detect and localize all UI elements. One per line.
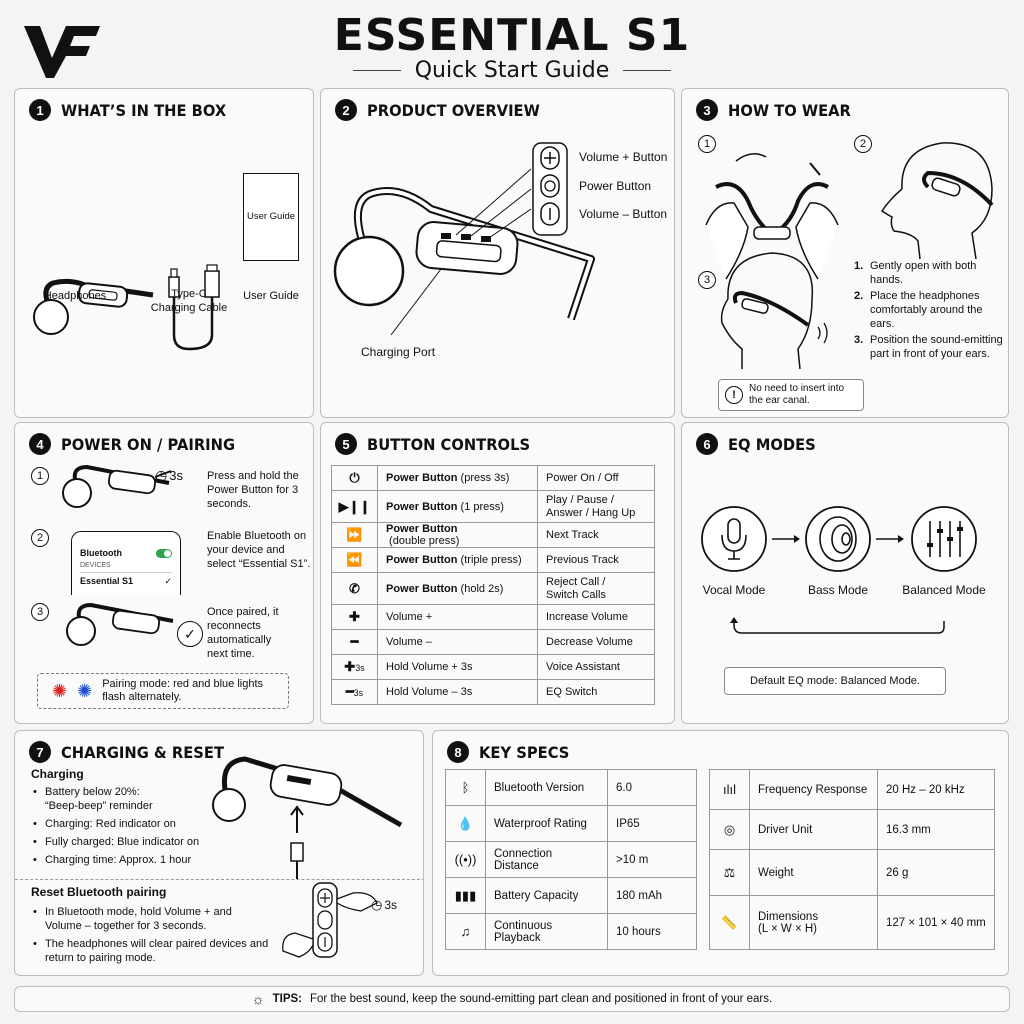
control-input-detail: (hold 2s) [457,582,504,595]
head-side-icon [872,129,1002,259]
section-number: 1 [29,99,51,121]
reset-subheading: Reset Bluetooth pairing [31,885,167,899]
minus-icon: ━3s [332,680,378,705]
control-input [378,630,538,655]
power-icon: ⏻ [332,466,378,491]
control-row [332,573,655,605]
section-title: WHAT’S IN THE BOX [61,100,227,120]
spec-label: Driver Unit [750,810,878,850]
section-title: CHARGING & RESET [61,742,224,762]
spec-value: 6.0 [608,770,697,806]
control-button-name: Power Button [386,500,458,513]
overview-label: Volume + Button [579,150,668,164]
specs-table-right [709,769,995,950]
play-pause-icon: ▶❙❙ [332,491,378,523]
spec-value: 180 mAh [608,878,697,914]
section-number: 8 [447,741,469,763]
control-row [332,548,655,573]
headphones-paired-icon [63,601,175,651]
spec-label: Connection Distance [486,842,608,878]
control-button-name: Power Button [386,582,458,595]
timer-3s [155,467,183,484]
check-circle-icon: ✓ [177,621,203,647]
spec-row [710,770,995,810]
control-row [332,491,655,523]
phone-bluetooth-label: Bluetooth [80,548,122,558]
step-number: 1 [31,467,49,485]
check-icon: ✓ [164,576,172,586]
list-item: • Charging time: Approx. 1 hour [31,853,231,867]
plus-icon: ✚ [332,605,378,630]
control-input-detail: (double press) [386,535,460,547]
panel-product-overview [320,88,675,418]
tips-label: TIPS: [272,993,303,1005]
section-number: 6 [696,433,718,455]
hands-pressing-buttons-icon [281,881,381,971]
reset-list [31,905,269,969]
red-light-icon: ✺ [52,680,68,701]
section-title: POWER ON / PAIRING [61,434,236,454]
icon-duration: 3s [355,663,365,673]
spec-label: Weight [750,850,878,896]
control-action: EQ Switch [538,680,655,705]
control-row [332,630,655,655]
control-action: Reject Call / Switch Calls [538,573,655,605]
panel-whats-in-the-box [14,88,314,418]
section-number: 3 [696,99,718,121]
control-row [332,523,655,548]
blue-light-icon: ✺ [77,680,93,701]
step-number: 3 [698,271,716,289]
spec-label: Waterproof Rating [486,806,608,842]
spec-label: Dimensions (L × W × H) [750,896,878,950]
control-input [378,548,538,573]
control-input-detail: Hold Volume – 3s [386,686,473,698]
phone-icon: ✆ [332,573,378,605]
eq-mode-label: Vocal Mode [702,583,766,597]
control-input-detail: (press 3s) [457,472,510,484]
control-action: Voice Assistant [538,655,655,680]
water-drop-icon: 💧 [446,806,486,842]
section-title: EQ MODES [728,434,816,454]
spec-value: 26 g [878,850,995,896]
control-action: Increase Volume [538,605,655,630]
step-number: 2 [31,529,49,547]
spec-row [446,914,697,950]
driver-icon: ◎ [710,810,750,850]
control-row [332,605,655,630]
step-number: 3 [31,603,49,621]
eq-mode-label: Balanced Mode [902,583,986,597]
frequency-icon: ılıl [710,770,750,810]
bluetooth-toggle[interactable] [156,549,172,558]
overview-label: Power Button [579,179,652,193]
control-action: Next Track [538,523,655,548]
spec-value: >10 m [608,842,697,878]
lightbulb-icon: ☼ [251,991,265,1007]
page-title: ESSENTIAL S1 [333,10,691,61]
section-number: 2 [335,99,357,121]
panel-key-specs [432,730,1009,976]
panel-eq-modes [681,422,1009,724]
pairing-step-text: Enable Bluetooth on your device and select “Essential S1”. [207,530,311,570]
bluetooth-icon: ᛒ [446,770,486,806]
control-input [378,523,538,548]
charging-list [31,785,231,871]
spec-label: Battery Capacity [486,878,608,914]
spec-row [446,842,697,878]
control-input-detail: Hold Volume + 3s [386,661,473,673]
spec-row [710,896,995,950]
spec-row [710,850,995,896]
pairing-step-text: Press and hold the Power Button for 3 seconds. [207,470,299,510]
section-number: 5 [335,433,357,455]
panel-charging-reset [14,730,424,976]
control-input-detail: Volume + [386,611,433,623]
panel-button-controls [320,422,675,724]
charging-port-label: Charging Port [361,345,436,359]
control-input [378,680,538,705]
minus-icon: ━ [332,630,378,655]
alert-icon: ! [725,386,743,404]
subtitle-row [0,58,1024,83]
step-number: 2 [854,135,872,153]
timer-label: 3s [384,898,398,912]
next-icon: ⏩ [332,523,378,548]
phone-device-item[interactable]: Essential S1 [80,576,134,586]
eq-mode-label: Bass Mode [807,583,869,597]
tips-bar [14,986,1010,1012]
pairing-step-text: Once paired, it reconnects automatically next time. [207,606,279,660]
spec-value: 10 hours [608,914,697,950]
weight-icon: ⚖ [710,850,750,896]
battery-icon: ▮▮▮ [446,878,486,914]
pairing-note-text: Pairing mode: red and blue lights flash alternately. [102,678,264,703]
eq-diagram [682,493,1009,643]
control-input [378,491,538,523]
control-row [332,466,655,491]
control-action: Previous Track [538,548,655,573]
timer-label: 3s [169,468,183,483]
control-button-name: Power Button [386,523,458,535]
control-input [378,605,538,630]
user-guide-booklet [243,173,299,261]
control-input [378,466,538,491]
eq-default-note: Default EQ mode: Balanced Mode. [724,667,946,695]
control-action: Decrease Volume [538,630,655,655]
overview-label: Volume – Button [579,207,668,221]
spec-row [446,878,697,914]
wear-note [718,379,864,411]
control-input-detail: (1 press) [457,500,504,513]
page-subtitle: Quick Start Guide [414,58,610,83]
spec-value: 20 Hz – 20 kHz [878,770,995,810]
box-item-label: Headphones [43,290,107,302]
signal-icon: ((•)) [446,842,486,878]
control-action: Power On / Off [538,466,655,491]
previous-icon: ⏪ [332,548,378,573]
spec-label: Bluetooth Version [486,770,608,806]
booklet-text: User Guide [246,211,296,222]
list-item: • In Bluetooth mode, hold Volume + and Volume – together for 3 seconds. [31,905,269,933]
control-row [332,680,655,705]
panel-how-to-wear [681,88,1009,418]
control-input [378,655,538,680]
control-button-name: Power Button [386,472,458,484]
section-title: BUTTON CONTROLS [367,434,531,454]
spec-row [710,810,995,850]
reset-timer [371,897,397,913]
control-button-name: Power Button [386,554,458,566]
wear-step-text: Place the headphones comfortably around the ears. [870,290,983,330]
button-controls-table [331,465,655,705]
wear-step-text: Gently open with both hands. [870,260,977,286]
phone-devices-label: DEVICES [80,562,111,569]
section-number: 7 [29,741,51,763]
spec-row [446,806,697,842]
control-input-detail: (triple press) [457,554,522,566]
icon-duration: 3s [353,688,364,698]
spec-value: 127 × 101 × 40 mm [878,896,995,950]
section-number: 4 [29,433,51,455]
list-item: • Charging: Red indicator on [31,817,231,831]
spec-row [446,770,697,806]
box-item-label: User Guide [243,290,299,302]
list-item: • Battery below 20%: “Beep-beep” reminder [31,785,231,813]
wear-steps: 1. Gently open with both hands. 2. Place the headphones comfortably around the ears. 3. Position the sound-emitting part in front of your ears. [854,260,1003,360]
box-item-label: Type-C Charging Cable [150,288,228,314]
wear-note-text: No need to insert into the ear canal. [749,383,845,406]
section-title: HOW TO WEAR [728,100,851,120]
specs-table-left [445,769,697,950]
section-title: PRODUCT OVERVIEW [367,100,540,120]
panel-power-on-pairing [14,422,314,724]
spec-value: 16.3 mm [878,810,995,850]
list-item: • Fully charged: Blue indicator on [31,835,231,849]
charging-subheading: Charging [31,767,84,781]
plus-icon: ✚3s [332,655,378,680]
tips-text: For the best sound, keep the sound-emitting part clean and positioned in front of your ears. [310,993,773,1005]
control-action: Play / Pause / Answer / Hang Up [538,491,655,523]
spec-label: Continuous Playback [486,914,608,950]
clock-icon: ◷ [371,897,383,912]
control-input [378,573,538,605]
control-row [332,655,655,680]
head-front-icon [712,249,832,369]
clock-icon: ◷ [155,467,168,483]
headphones-charging-icon [211,749,411,879]
music-note-icon: ♫ [446,914,486,950]
wear-step-text: Position the sound-emitting part in front of your ears. [870,334,1003,360]
section-title: KEY SPECS [479,742,570,762]
spec-value: IP65 [608,806,697,842]
list-item: • The headphones will clear paired devices and return to pairing mode. [31,937,269,965]
control-input-detail: Volume – [386,636,432,648]
step-number: 1 [698,135,716,153]
ruler-icon: 📏 [710,896,750,950]
pairing-note [37,673,289,709]
spec-label: Frequency Response [750,770,878,810]
phone-mockup [71,531,181,595]
